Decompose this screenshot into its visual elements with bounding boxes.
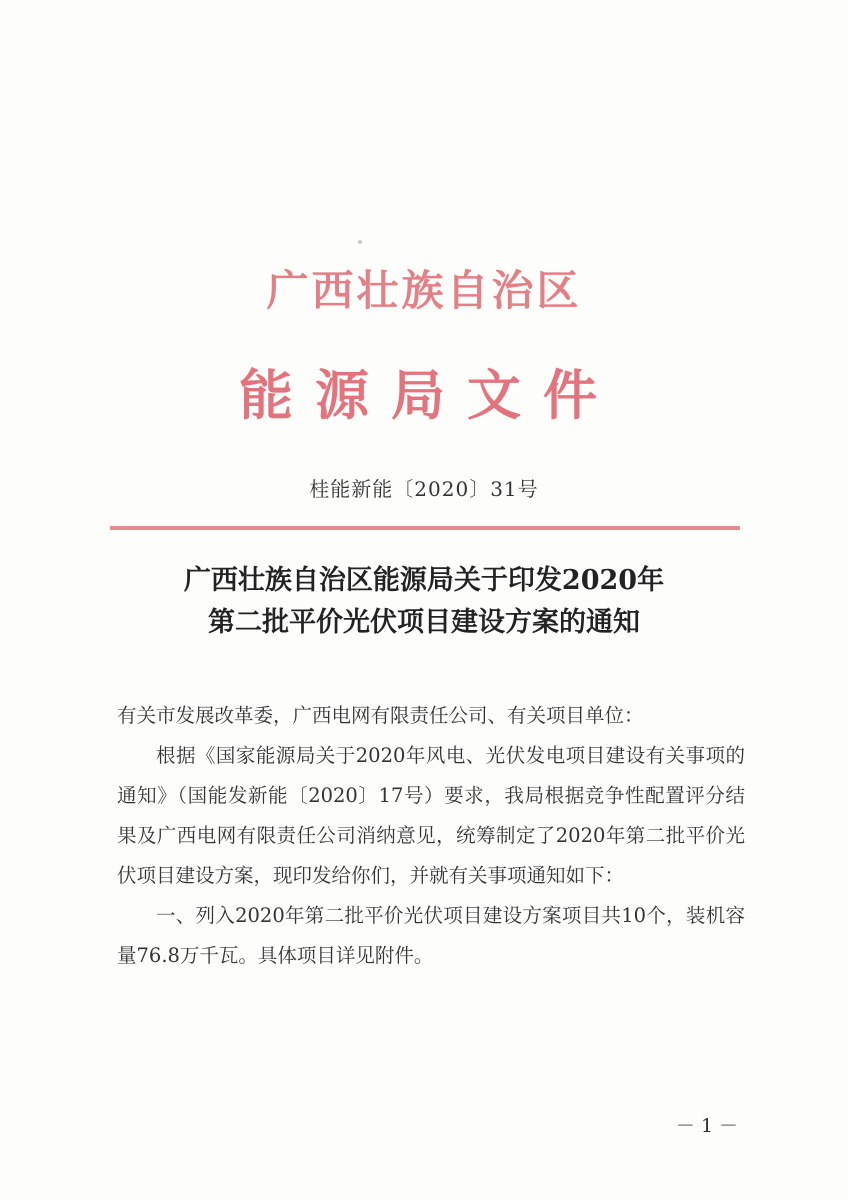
body-paragraph-2: 一、列入2020年第二批平价光伏项目建设方案项目共10个，装机容量76.8万千瓦。具体项目详见附件。: [117, 904, 745, 967]
issuer-region-heading: 广西壮族自治区: [266, 266, 582, 315]
document-title-line-1: 广西壮族自治区能源局关于印发2020年: [183, 565, 665, 596]
document-number: 桂能新能〔2020〕31号: [309, 477, 539, 501]
scan-speck: [358, 240, 362, 244]
document-title-line-2: 第二批平价光伏项目建设方案的通知: [208, 607, 640, 638]
issuer-document-heading: 能源局文件: [239, 363, 619, 427]
document-title: [0, 560, 848, 644]
page-number: －1－: [675, 1115, 745, 1137]
body-paragraph-1: 根据《国家能源局关于2020年风电、光伏发电项目建设有关事项的通知》（国能发新能〔2020〕17号）要求，我局根据竞争性配置评分结果及广西电网有限责任公司消纳意见，统筹制定了2020年第二批平价光伏项目建设方案，现印发给你们，并就有关事项通知如下：: [117, 744, 745, 887]
red-divider-line: [110, 526, 740, 530]
salutation: 有关市发展改革委，广西电网有限责任公司、有关项目单位：: [117, 704, 644, 727]
document-body: [117, 696, 745, 976]
